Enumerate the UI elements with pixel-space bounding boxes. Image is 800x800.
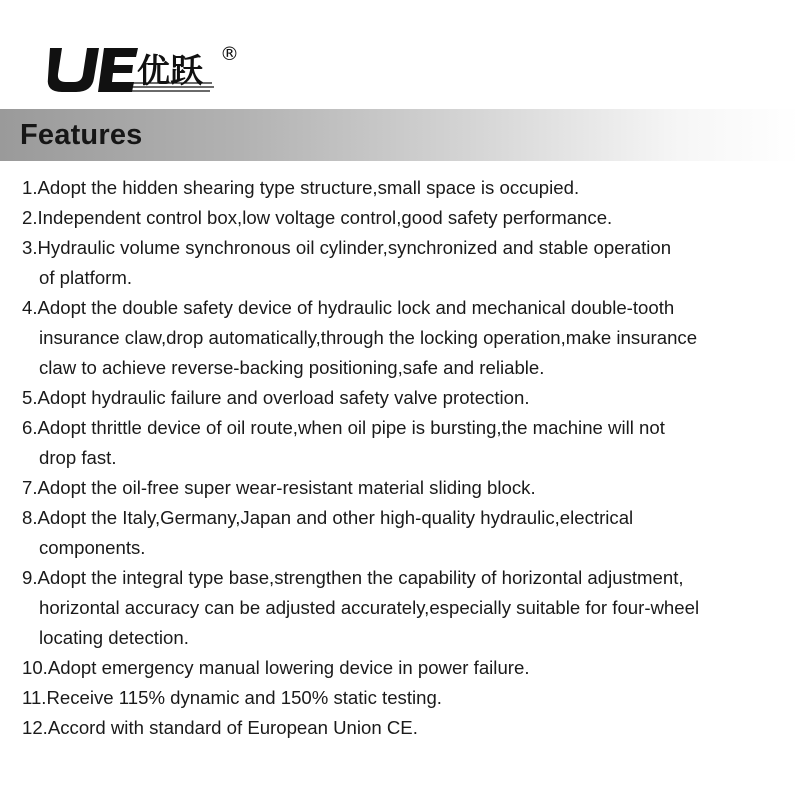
feature-item [22, 413, 794, 473]
feature-text-line: locating detection. [39, 627, 189, 648]
feature-text-line: 7.Adopt the oil-free super wear-resistant material sliding block. [22, 477, 536, 498]
feature-item [22, 233, 794, 293]
feature-item [22, 383, 794, 413]
feature-item [22, 503, 794, 563]
logo-letter-e [98, 48, 138, 92]
feature-text-line: 9.Adopt the integral type base,strengthen the capability of horizontal adjustment, [22, 567, 684, 588]
feature-text-line: 6.Adopt thrittle device of oil route,when oil pipe is bursting,the machine will not [22, 417, 665, 438]
features-banner [0, 109, 800, 161]
feature-item [22, 713, 794, 743]
brand-logo [44, 40, 244, 100]
feature-item [22, 683, 794, 713]
features-list [22, 173, 794, 743]
logo-chinese-text: 优跃 [137, 51, 203, 90]
logo-letter-u [48, 48, 99, 92]
feature-text-line: 1.Adopt the hidden shearing type structure,small space is occupied. [22, 177, 580, 198]
feature-item [22, 473, 794, 503]
feature-item [22, 293, 794, 383]
brand-logo-graphic [44, 40, 244, 100]
feature-item [22, 203, 794, 233]
feature-text-line: drop fast. [39, 447, 117, 468]
feature-text-line: insurance claw,drop automatically,through the locking operation,make insurance [39, 327, 698, 348]
feature-item [22, 173, 794, 203]
feature-item [22, 563, 794, 653]
feature-text-line: 12.Accord with standard of European Union CE. [22, 717, 418, 738]
feature-text-line: claw to achieve reverse-backing positioning,safe and reliable. [39, 357, 545, 378]
feature-text-line: 11.Receive 115% dynamic and 150% static testing. [22, 687, 442, 708]
registered-mark: ® [220, 43, 239, 65]
feature-text-line: 4.Adopt the double safety device of hydraulic lock and mechanical double-tooth [22, 297, 675, 318]
feature-text-line: components. [39, 537, 146, 558]
feature-text-line: 2.Independent control box,low voltage control,good safety performance. [22, 207, 613, 228]
feature-text-line: horizontal accuracy can be adjusted accurately,especially suitable for four-wheel [39, 597, 700, 618]
feature-text-line: 8.Adopt the Italy,Germany,Japan and other high-quality hydraulic,electrical [22, 507, 634, 528]
feature-text-line: 5.Adopt hydraulic failure and overload safety valve protection. [22, 387, 530, 408]
feature-text-line: 10.Adopt emergency manual lowering device in power failure. [22, 657, 530, 678]
feature-text-line: 3.Hydraulic volume synchronous oil cylinder,synchronized and stable operation [22, 237, 672, 258]
feature-text-line: of platform. [39, 267, 133, 288]
feature-item [22, 653, 794, 683]
section-title: Features [20, 119, 143, 151]
